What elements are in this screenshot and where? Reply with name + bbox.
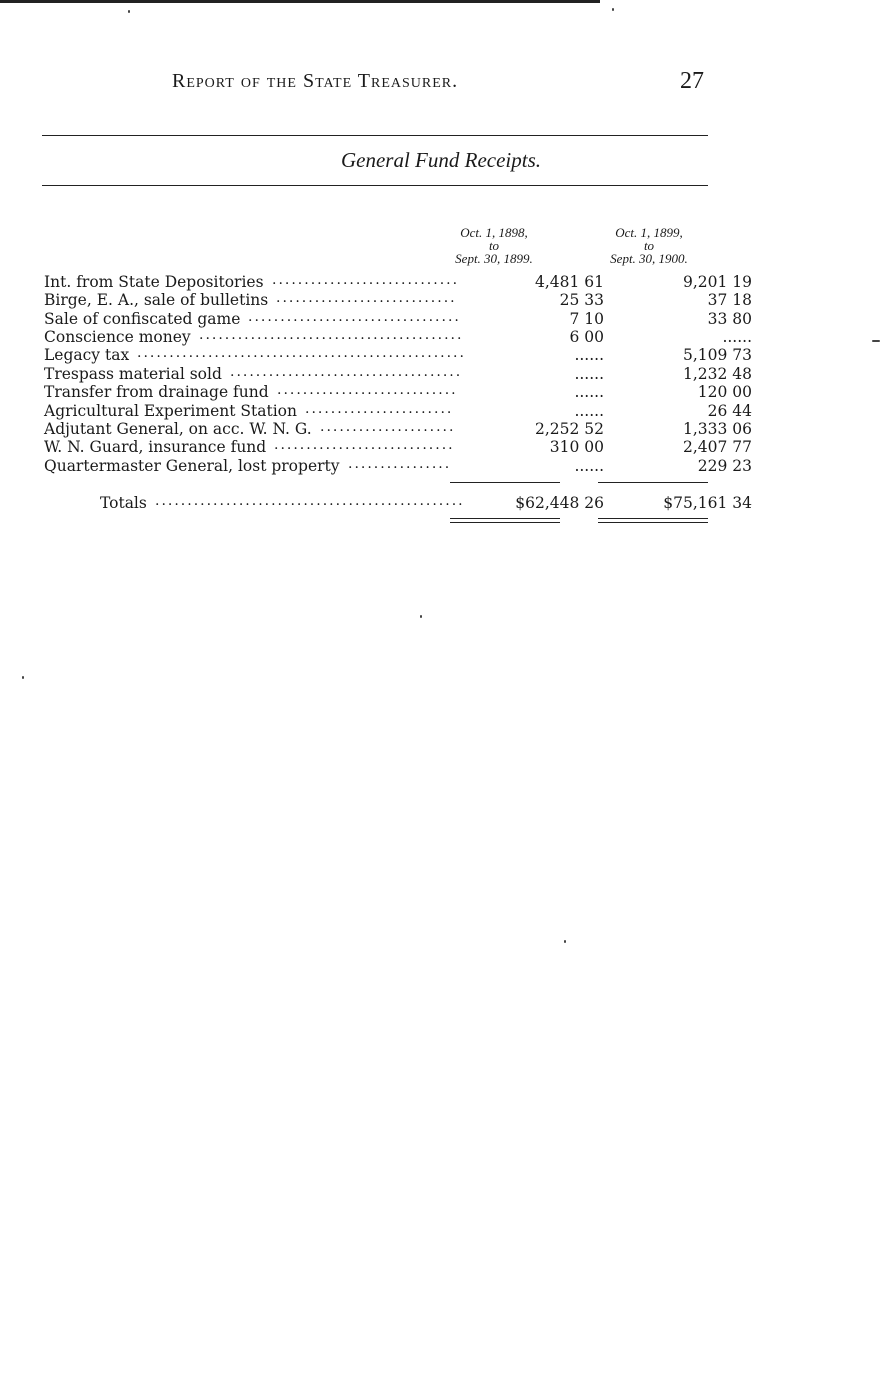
running-head: Report of the State Treasurer.: [172, 70, 459, 92]
value-1899-1900: 5,109 73: [682, 346, 752, 364]
row-label: Birge, E. A., sale of bulletins: [44, 291, 269, 309]
row-label: Adjutant General, on acc. W. N. G.: [44, 420, 312, 438]
sum-rule-1898-1899: [450, 482, 560, 483]
row-label: Quartermaster General, lost property: [44, 457, 340, 475]
row-label: Int. from State Depositories: [44, 273, 264, 291]
column-header-line: to: [488, 238, 500, 253]
value-1899-1900: 9,201 19: [682, 273, 752, 291]
top-edge-rule: [0, 0, 600, 3]
row-label: Trespass material sold: [44, 365, 222, 383]
value-1899-1900: 120 00: [697, 383, 752, 401]
paper-speck: [128, 10, 130, 13]
column-header-line: to: [643, 238, 655, 253]
total-1899-1900: $75,161 34: [663, 494, 752, 512]
totals-label: Totals: [100, 494, 147, 512]
leader-dots: ............................: [274, 437, 455, 453]
leader-dots: ................: [348, 456, 452, 472]
leader-dots: ...................................................: [137, 345, 466, 361]
double-rule-1898-1899: [450, 518, 560, 523]
paper-speck: [564, 940, 566, 943]
value-1899-1900: ......: [722, 328, 752, 346]
column-header-line: Oct. 1, 1898,: [460, 225, 528, 240]
value-1898-1899: ......: [574, 383, 604, 401]
leader-dots: .....................: [320, 419, 456, 435]
row-label: Agricultural Experiment Station: [44, 402, 297, 420]
value-1898-1899: 310 00: [549, 438, 604, 456]
column-header-1898-1899: [424, 226, 564, 265]
leader-dots: ............................: [276, 290, 457, 306]
leader-dots: .................................: [248, 309, 461, 325]
column-header-line: Sept. 30, 1900.: [610, 251, 688, 266]
total-1898-1899: $62,448 26: [515, 494, 604, 512]
value-1899-1900: 26 44: [707, 402, 752, 420]
paper-speck: [872, 340, 880, 342]
row-label: Legacy tax: [44, 346, 130, 364]
paper-speck: [420, 615, 422, 618]
row-label: Conscience money: [44, 328, 191, 346]
value-1899-1900: 33 80: [707, 310, 752, 328]
leader-dots: .......................: [305, 401, 454, 417]
value-1898-1899: ......: [574, 346, 604, 364]
value-1899-1900: 2,407 77: [682, 438, 752, 456]
double-rule-1899-1900: [598, 518, 708, 523]
section-rule-top: [42, 135, 708, 136]
leader-dots: ....................................: [230, 364, 463, 380]
value-1899-1900: 1,333 06: [682, 420, 752, 438]
value-1899-1900: 37 18: [707, 291, 752, 309]
value-1899-1900: 229 23: [697, 457, 752, 475]
value-1898-1899: 25 33: [559, 291, 604, 309]
column-header-1899-1900: [586, 226, 712, 265]
column-header-line: Oct. 1, 1899,: [615, 225, 683, 240]
paper-speck: [612, 8, 614, 11]
paper-speck: [22, 676, 24, 679]
value-1898-1899: ......: [574, 402, 604, 420]
value-1898-1899: ......: [574, 365, 604, 383]
value-1898-1899: 2,252 52: [534, 420, 604, 438]
column-header-line: Sept. 30, 1899.: [455, 251, 533, 266]
leader-dots: .............................: [272, 272, 460, 288]
row-label: Transfer from drainage fund: [44, 383, 269, 401]
leader-dots: ............................: [277, 382, 458, 398]
leader-dots: ................................................: [155, 493, 465, 509]
row-label: W. N. Guard, insurance fund: [44, 438, 267, 456]
value-1898-1899: ......: [574, 457, 604, 475]
value-1898-1899: 6 00: [569, 328, 604, 346]
value-1898-1899: 7 10: [569, 310, 604, 328]
section-title: General Fund Receipts.: [340, 148, 542, 172]
sum-rule-1899-1900: [598, 482, 708, 483]
value-1899-1900: 1,232 48: [682, 365, 752, 383]
section-rule-bottom: [42, 185, 708, 186]
row-label: Sale of confiscated game: [44, 310, 241, 328]
value-1898-1899: 4,481 61: [534, 273, 604, 291]
leader-dots: .........................................: [199, 327, 464, 343]
page-number: 27: [680, 68, 704, 94]
